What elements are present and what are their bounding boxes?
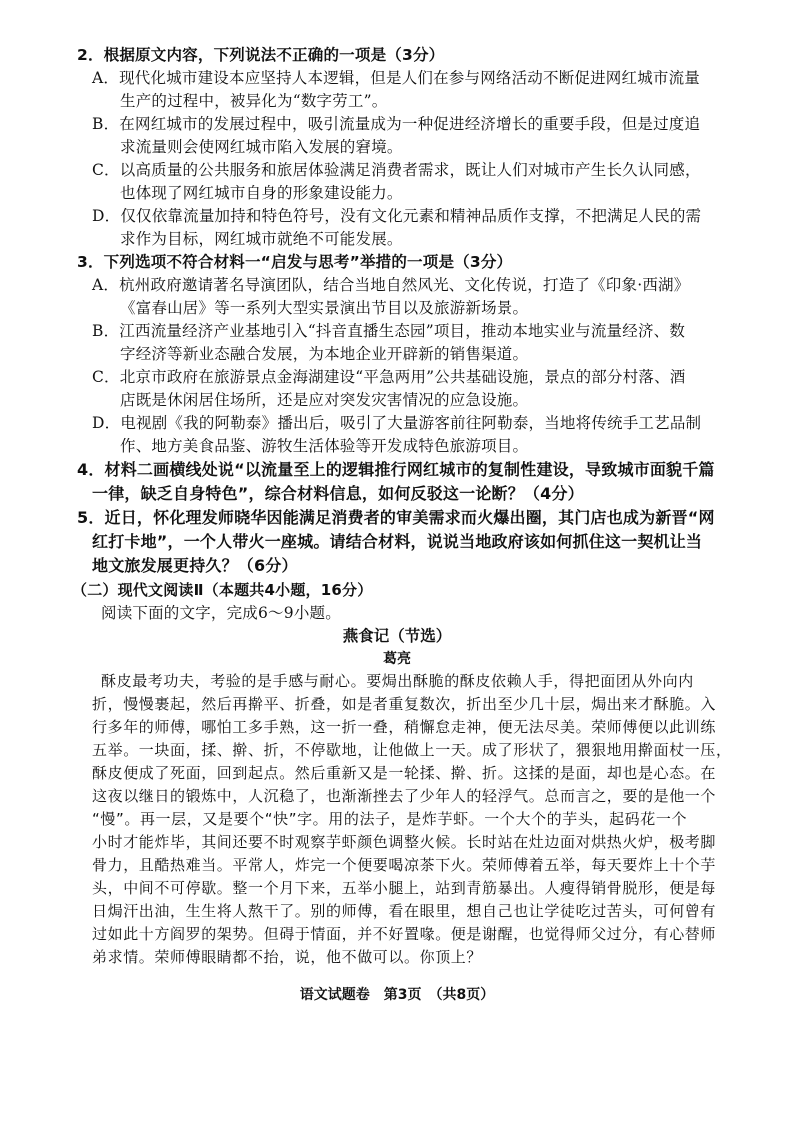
passage-line-5: 酥皮便成了死面，回到起点。然后重新又是一轮揉、擀、折。这揉的是面，却也是心态。在 (92, 764, 717, 782)
q2-option-c-line1: C．以高质量的公共服务和旅居体验满足消费者需求，既让人们对城市产生长久认同感， (92, 161, 701, 179)
passage-line-13: 弟求情。荣师傅眼睛都不抬，说，他不做可以。你顶上？ (92, 948, 483, 966)
q2-option-c-line2: 也体现了网红城市自身的形象建设能力。 (120, 184, 403, 202)
q3-option-b-line1: B．江西流量经济产业基地引入“抖音直播生态园”项目，推动本地实业与流量经济、数 (92, 322, 686, 340)
q2-stem: 2．根据原文内容，下列说法不正确的一项是（3分） (77, 46, 445, 64)
passage-line-4: 五举。一块面，揉、擀、折，不停歇地，让他做上一天。成了形状了，猥狠地用擀面杖一压， (92, 741, 732, 759)
q2-option-b-line1: B．在网红城市的发展过程中，吸引流量成为一种促进经济增长的重要手段，但是过度追 (92, 115, 701, 133)
passage-line-12: 过如此十方阎罗的架势。但碍于情面，并不好置喙。便是谢醒，也觉得师父过分，有心替师 (92, 925, 717, 943)
section-heading: （二）现代文阅读Ⅱ（本题共4小题，16分） (72, 581, 373, 599)
passage-line-3: 行多年的师傅，哪怕工多手熟，这一折一叠，稍懈怠走神，便无法尽美。荣师傅便以此训练 (92, 718, 717, 736)
passage-line-1: 酥皮最考功夫，考验的是手感与耐心。要焗出酥脆的酥皮依赖人手，得把面团从外向内 (101, 672, 694, 690)
section-instruction: 阅读下面的文字，完成6～9小题。 (101, 604, 341, 622)
page-footer: 语文试题卷 第3页 （共8页） (299, 987, 495, 1003)
passage-title: 燕食记（节选） (342, 627, 452, 645)
q2-option-a-line1: A．现代化城市建设本应坚持人本逻辑，但是人们在参与网络活动不断促进网红城市流量 (92, 69, 700, 87)
q2-option-d-line2: 求作为目标，网红城市就绝不可能发展。 (120, 230, 403, 248)
passage-line-9: 骨力，且酷热难当。平常人，炸完一个便要喝凉茶下火。荣师傅着五举，每天要炸上十个芋 (92, 856, 717, 874)
passage-line-6: 这夜以继日的锻炼中，人沉稳了，也渐渐挫去了少年人的轻浮气。总而言之，要的是他一个 (92, 787, 717, 805)
q4-line1: 4．材料二画横线处说“以流量至上的逻辑推行网红城市的复制性建设，导致城市面貌千篇 (77, 460, 715, 479)
passage-line-10: 头，中间不可停歇。整一个月下来，五举小腿上，站到青筋暴出。人瘦得销骨脱形，便是每 (92, 879, 717, 897)
q2-option-b-line2: 求流量则会使网红城市陷入发展的窘境。 (120, 138, 403, 156)
q3-option-d-line1: D．电视剧《我的阿勒泰》播出后，吸引了大量游客前往阿勒泰，当地将传统手工艺品制 (92, 414, 702, 432)
q3-option-a-line1: A．杭州政府邀请著名导演团队，结合当地自然风光、文化传说，打造了《印象·西湖》 (92, 276, 690, 294)
passage-line-2: 折，慢慢裹起，然后再擀平、折叠，如是者重复数次，折出至少几十层，焗出来才酥脆。入 (92, 695, 717, 713)
q3-option-a-line2: 《富春山居》等一系列大型实景演出节目以及旅游新场景。 (120, 299, 529, 317)
q5-line3: 地文旅发展更持久？（6分） (92, 556, 298, 575)
q3-stem: 3．下列选项不符合材料一“启发与思考”举措的一项是（3分） (77, 253, 513, 271)
q3-option-c-line2: 店既是休闲居住场所，还是应对突发灾害情况的应急设施。 (120, 391, 529, 409)
q3-option-c-line1: C．北京市政府在旅游景点金海湖建设“平急两用”公共基础设施，景点的部分村落、酒 (92, 368, 686, 386)
q5-line2: 红打卡地”，一个人带火一座城。请结合材料，说说当地政府该如何抓住这一契机让当 (92, 532, 703, 551)
q2-option-d-line1: D．仅仅依靠流量加持和特色符号，没有文化元素和精神品质作支撑，不把满足人民的需 (92, 207, 702, 225)
q5-line1: 5．近日，怀化理发师晓华因能满足消费者的审美需求而火爆出圈，其门店也成为新晋“网 (77, 508, 715, 527)
passage-line-11: 日焗汗出油，生生将人熬干了。别的师傅，看在眼里，想自己也让学徒吃过苦头，可何曾有 (92, 902, 717, 920)
q3-option-b-line2: 字经济等新业态融合发展，为本地企业开辟新的销售渠道。 (120, 345, 529, 363)
q2-option-a-line2: 生产的过程中，被异化为“数字劳工”。 (120, 92, 388, 110)
passage-line-8: 小时才能炸毕，其间还要不时观察芋虾颜色调整火候。长时站在灶边面对烘热火炉，极考脚 (92, 833, 717, 851)
q4-line2: 一律，缺乏自身特色”，综合材料信息，如何反驳这一论断？（4分） (92, 484, 584, 503)
passage-author: 葛亮 (383, 651, 411, 667)
passage-line-7: “慢”。再一层，又是要个“快”字。用的法子，是炸芋虾。一个大个的芋头，起码花一个 (92, 810, 688, 828)
q3-option-d-line2: 作、地方美食品鉴、游牧生活体验等开发成特色旅游项目。 (120, 437, 529, 455)
